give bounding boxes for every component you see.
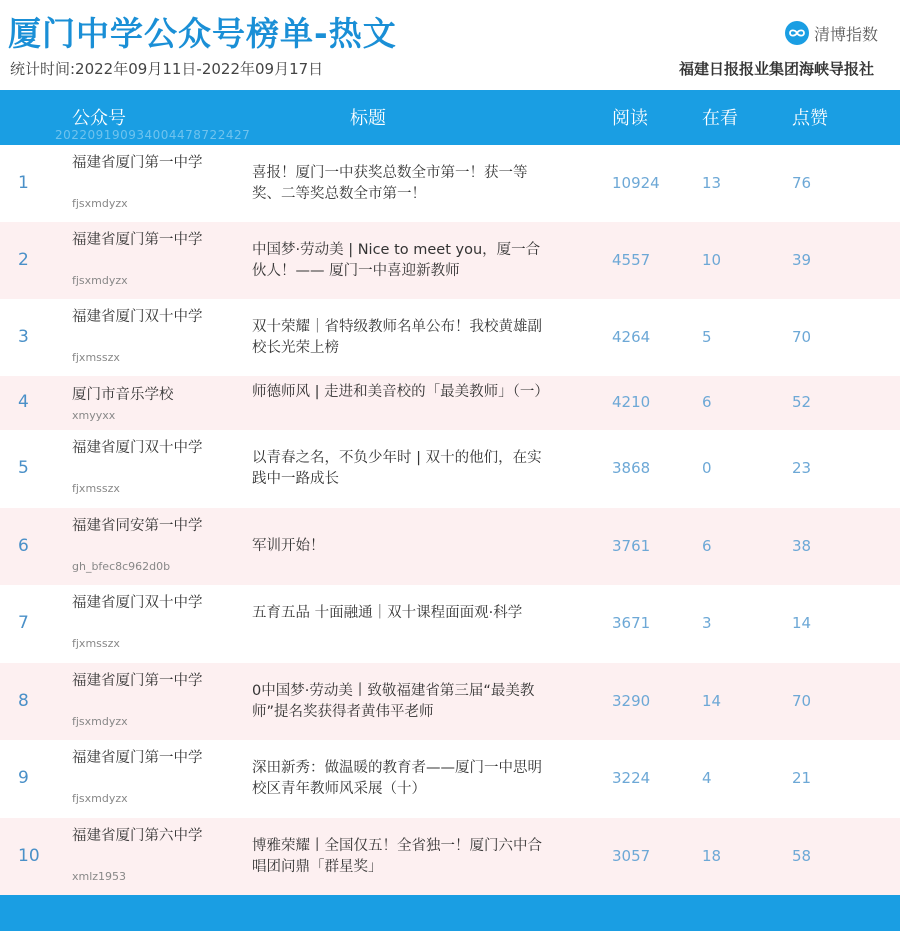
account-id: xmlz1953	[72, 870, 127, 883]
likes-count: 76	[792, 173, 812, 192]
likes-count: 52	[792, 393, 812, 411]
table-row[interactable]	[0, 508, 900, 585]
rank-number: 9	[18, 768, 29, 788]
watching-count: 6	[702, 393, 712, 411]
account-id: fjsxmdyzx	[72, 274, 128, 287]
table-row[interactable]	[0, 663, 900, 740]
rank-number: 10	[18, 845, 40, 866]
table-header	[0, 90, 900, 145]
account-name[interactable]: 福建省同安第一中学	[72, 518, 203, 534]
account-id: xmyyxx	[72, 409, 116, 422]
table-row[interactable]	[0, 585, 900, 663]
watching-count: 0	[702, 459, 712, 477]
rank-number: 7	[18, 613, 29, 633]
article-title[interactable]: 军训开始！	[252, 537, 325, 554]
brand-logo	[784, 20, 878, 46]
watching-count: 14	[702, 691, 722, 710]
account-id: fjxmsszx	[72, 637, 120, 650]
watching-count: 13	[702, 173, 722, 192]
likes-count: 14	[792, 614, 812, 632]
reads-count: 4264	[612, 327, 651, 346]
watching-count: 4	[702, 769, 712, 787]
account-name[interactable]: 福建省厦门第一中学	[72, 750, 203, 766]
account-name[interactable]: 厦门市音乐学校	[72, 387, 174, 403]
table-row[interactable]	[0, 145, 900, 222]
account-name[interactable]: 福建省厦门第一中学	[72, 673, 203, 689]
watching-count: 10	[702, 250, 722, 269]
reads-count: 10924	[612, 173, 660, 192]
logo-text: 清博指数	[813, 24, 878, 44]
footer-bar	[0, 895, 900, 931]
likes-count: 39	[792, 250, 812, 269]
reads-count: 4557	[612, 250, 651, 269]
table-row[interactable]	[0, 376, 900, 430]
column-header-account: 公众号	[72, 108, 126, 129]
reads-count: 3761	[612, 536, 651, 555]
watching-count: 6	[702, 536, 712, 555]
rank-number: 1	[18, 172, 29, 193]
likes-count: 38	[792, 536, 812, 555]
account-id: fjsxmdyzx	[72, 715, 128, 728]
article-title[interactable]: 双十荣耀｜省特级教师名单公布！我校黄雄副校长光荣上榜	[252, 318, 542, 356]
article-title[interactable]: 五育五品 十面融通｜双十课程面面观·科学	[252, 605, 523, 621]
article-title[interactable]: 深田新秀：做温暖的教育者——厦门一中思明校区青年教师风采展（十）	[252, 760, 542, 797]
watching-count: 18	[702, 846, 722, 865]
account-name[interactable]: 福建省厦门双十中学	[72, 309, 203, 325]
likes-count: 21	[792, 769, 812, 787]
account-name[interactable]: 福建省厦门第一中学	[72, 232, 203, 248]
account-id: fjxmsszx	[72, 482, 120, 495]
reads-count: 3224	[612, 769, 651, 787]
table-row[interactable]	[0, 740, 900, 818]
article-title[interactable]: 以青春之名，不负少年时 | 双十的他们，在实践中一路成长	[252, 450, 542, 487]
column-header-reads: 阅读	[612, 108, 648, 129]
article-title[interactable]: 中国梦·劳动美 | Nice to meet you，厦一合伙人！—— 厦门一中喜迎新教师	[252, 241, 541, 279]
article-title[interactable]: 0中国梦·劳动美丨致敬福建省第三届“最美教师”提名奖获得者黄伟平老师	[252, 682, 535, 720]
account-id: fjsxmdyzx	[72, 197, 128, 210]
column-header-likes: 点赞	[792, 108, 828, 129]
rank-number: 2	[18, 249, 29, 270]
article-title[interactable]: 师德师风 | 走进和美音校的「最美教师」（一）	[252, 384, 549, 400]
table-row[interactable]	[0, 222, 900, 299]
column-header-title: 标题	[350, 108, 386, 129]
table-row[interactable]	[0, 818, 900, 895]
column-header-watching: 在看	[702, 108, 738, 129]
article-title[interactable]: 博雅荣耀丨全国仅五！全省独一！厦门六中合唱团问鼎「群星奖」	[252, 837, 542, 875]
rank-number: 3	[18, 326, 29, 347]
reads-count: 3290	[612, 691, 651, 710]
rank-number: 4	[18, 392, 29, 412]
stat-period: 统计时间:2022年09月11日-2022年09月17日	[10, 60, 324, 78]
likes-count: 70	[792, 691, 812, 710]
likes-count: 70	[792, 327, 812, 346]
account-name[interactable]: 福建省厦门第一中学	[72, 155, 203, 171]
rank-number: 6	[18, 535, 29, 556]
likes-count: 23	[792, 459, 812, 477]
infinity-logo-icon	[784, 20, 810, 46]
account-name[interactable]: 福建省厦门双十中学	[72, 595, 203, 611]
reads-count: 4210	[612, 393, 651, 411]
likes-count: 58	[792, 846, 812, 865]
account-name[interactable]: 福建省厦门第六中学	[72, 828, 203, 844]
reads-count: 3057	[612, 846, 651, 865]
rank-number: 8	[18, 690, 29, 711]
header	[0, 0, 900, 90]
watermark-code: 20220919093400447872242​7	[55, 128, 251, 142]
page-title: 厦门中学公众号榜单-热文	[8, 14, 397, 53]
account-id: gh_bfec8c962d0b	[72, 560, 171, 573]
reads-count: 3671	[612, 614, 651, 632]
account-id: fjsxmdyzx	[72, 792, 128, 805]
account-id: fjxmsszx	[72, 351, 120, 364]
publisher: 福建日报报业集团海峡导报社	[678, 60, 874, 78]
table-row[interactable]	[0, 299, 900, 376]
watching-count: 3	[702, 614, 712, 632]
watching-count: 5	[702, 327, 712, 346]
article-title[interactable]: 喜报！厦门一中获奖总数全市第一！获一等奖、二等奖总数全市第一！	[252, 164, 528, 202]
account-name[interactable]: 福建省厦门双十中学	[72, 440, 203, 456]
table-row[interactable]	[0, 430, 900, 508]
reads-count: 3868	[612, 459, 651, 477]
rank-number: 5	[18, 458, 29, 478]
